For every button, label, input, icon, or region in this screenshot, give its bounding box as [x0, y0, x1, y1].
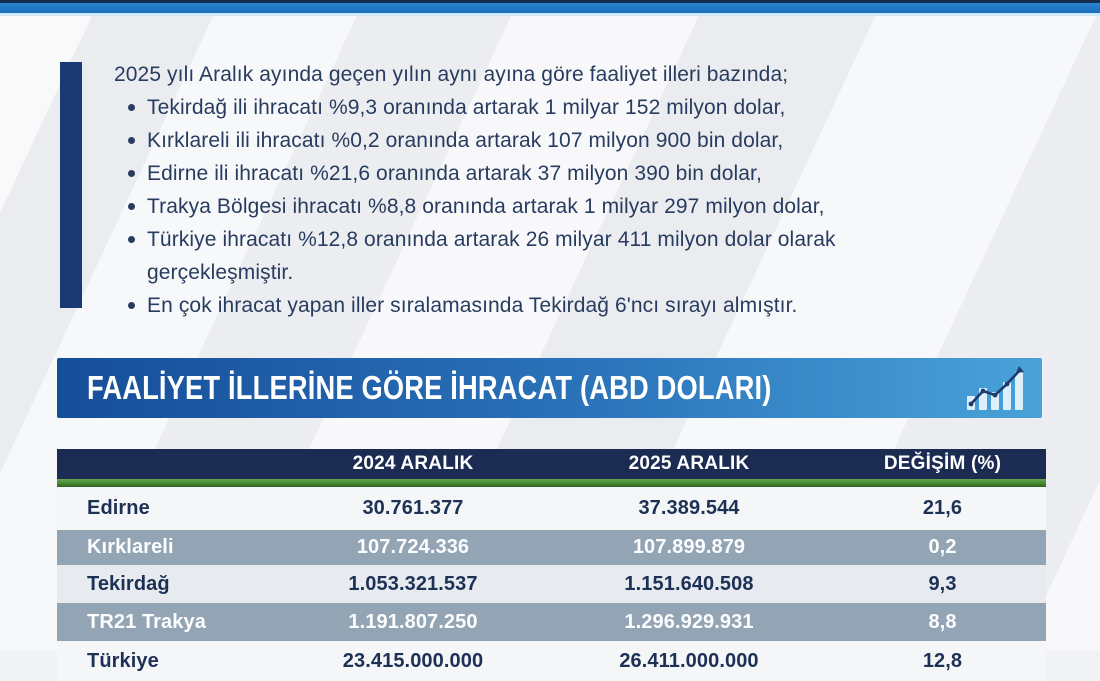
top-stripe-lightblue [0, 13, 1100, 16]
row-label: Türkiye [87, 649, 159, 672]
top-stripe-blue [0, 3, 1100, 13]
green-divider [57, 479, 1046, 487]
row-label: TR21 Trakya [87, 610, 206, 633]
value-change: 12,8 [922, 649, 963, 672]
table-header-row [57, 449, 1046, 479]
value-change: 8,8 [928, 610, 957, 633]
table-row-tekirdag [57, 565, 1046, 603]
bullet-siralama: En çok ihracat yapan iller sıralamasında Tekirdağ 6'ncı sırayı almıştır. [114, 289, 922, 322]
summary-text [114, 58, 922, 322]
growth-bar-chart-icon [964, 364, 1026, 412]
bullet-tekirdag: Tekirdağ ili ihracatı %9,3 oranında artarak 1 milyar 152 milyon dolar, [114, 91, 922, 124]
value-2024: 30.761.377 [362, 497, 464, 519]
table-row-edirne [57, 487, 1046, 530]
header-2024-aralik: 2024 ARALIK [352, 453, 474, 474]
table-row-tr21-trakya [57, 603, 1046, 641]
value-2025: 1.151.640.508 [624, 572, 754, 595]
bullet-kirklareli: Kırklareli ili ihracatı %0,2 oranında artarak 107 milyon 900 bin dolar, [114, 124, 922, 157]
value-2024: 107.724.336 [356, 536, 470, 558]
bullet-edirne: Edirne ili ihracatı %21,6 oranında artarak 37 milyon 390 bin dolar, [114, 157, 922, 190]
value-change: 0,2 [928, 536, 957, 558]
section-banner [57, 358, 1042, 418]
export-table [57, 449, 1046, 681]
header-degisim: DEĞİŞİM (%) [883, 453, 1002, 474]
top-decorative-bar [0, 0, 1100, 16]
value-change: 9,3 [928, 572, 957, 595]
table-row-turkiye-partial [57, 641, 1046, 681]
left-accent-bar [60, 62, 82, 308]
row-label: Tekirdağ [87, 572, 170, 595]
value-2025: 37.389.544 [638, 497, 740, 519]
intro-line: 2025 yılı Aralık ayında geçen yılın aynı ayına göre faaliyet illeri bazında; [114, 63, 789, 86]
summary-block [60, 58, 1020, 322]
row-label: Edirne [87, 497, 150, 519]
value-2025: 26.411.000.000 [619, 649, 759, 672]
bullet-list [114, 91, 922, 322]
header-2025-aralik: 2025 ARALIK [628, 453, 750, 474]
row-label: Kırklareli [87, 536, 174, 558]
value-2024: 1.053.321.537 [348, 572, 478, 595]
value-2024: 23.415.000.000 [342, 649, 484, 672]
value-2025: 1.296.929.931 [624, 610, 754, 633]
bullet-turkiye: Türkiye ihracatı %12,8 oranında artarak 26 milyar 411 milyon dolar olarak gerçekleşmiştir. [114, 223, 922, 289]
section-title: FAALİYET İLLERİNE GÖRE İHRACAT (ABD DOLARI) [87, 368, 772, 407]
value-2025: 107.899.879 [632, 536, 746, 558]
value-2024: 1.191.807.250 [348, 610, 478, 633]
table-row-kirklareli [57, 530, 1046, 565]
value-change: 21,6 [922, 497, 963, 519]
bullet-trakya: Trakya Bölgesi ihracatı %8,8 oranında artarak 1 milyar 297 milyon dolar, [114, 190, 922, 223]
